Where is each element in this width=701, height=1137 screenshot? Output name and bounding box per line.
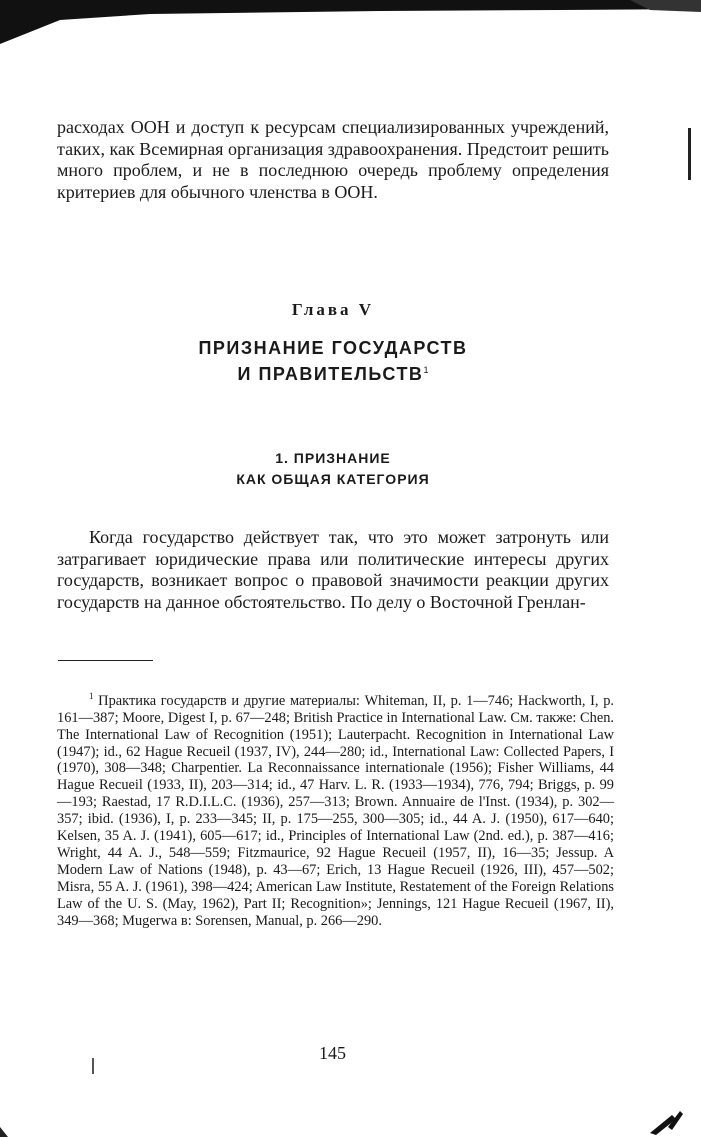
- chapter-number: Глава V: [291, 300, 375, 319]
- footnote: [57, 688, 614, 929]
- footnote-separator: [58, 660, 153, 661]
- intro-paragraph: [57, 117, 609, 203]
- chapter-title-line1: ПРИЗНАНИЕ ГОСУДАРСТВ: [198, 338, 468, 358]
- chapter-footnote-ref[interactable]: 1: [423, 365, 429, 375]
- page-number: 145: [319, 1043, 346, 1063]
- section-title: [57, 448, 609, 490]
- intro-text: расходах ООН и доступ к ресурсам специализированных учреждений, таких, как Всемирная организация здравоохранения. Предстоит решить много проблем, и не в последнюю очередь проблему определения критериев для обычного членства в ООН.: [57, 117, 609, 202]
- footnote-paragraph: [57, 688, 614, 929]
- chapter-title: [57, 337, 609, 385]
- section-title-line1: 1. ПРИЗНАНИЕ: [275, 450, 391, 466]
- scan-edge-top: [0, 0, 701, 46]
- scan-edge-bottom: [0, 1097, 701, 1137]
- body-paragraph: [57, 527, 609, 613]
- footnote-marker: 1: [89, 691, 94, 701]
- section-title-line2: КАК ОБЩАЯ КАТЕГОРИЯ: [236, 471, 430, 487]
- chapter-title-line2: И ПРАВИТЕЛЬСТВ: [237, 364, 424, 384]
- scan-mark-right: [688, 128, 691, 180]
- chapter-title-line2-wrap: [57, 359, 609, 385]
- body-text: Когда государство действует так, что это может затронуть или затрагивает юридические права или политические интересы других государств, возникает вопрос о правовой значимости реакции других государств на данное обстоятельство. По делу о Восточной Гренлан-: [57, 527, 609, 612]
- footnote-text: Практика государств и другие материалы: Whiteman, II, p. 1—746; Hackworth, I, p. 161—387; Moore, Digest I, p. 67—248; British Practice in International Law. См. также: Chen. The International Law of Recognition (1951); Lauterpacht. Recognition in International Law (1947); id., 62 Hague Recueil (1937, IV), 244—280; id., International Law: Collected Papers, I (1970), 308—348; Charpentier. La Reconnaissance internationale (1956); Fisher Williams, 44 Hague Recueil (1933, II), 203—314; id., 47 Harv. L. R. (1933—1934), 776, 794; Briggs, p. 99—193; Raestad, 17 R.D.I.L.C. (1936), 257—313; Brown. Annuaire de l'Inst. (1934), p. 302—357; ibid. (1936), I, p. 233—345; II, p. 175—255, 300—305; id., 44 A. J. (1950), 617—640; Kelsen, 35 A. J. (1941), 605—617; id., Principles of International Law (2nd. ed.), p. 387—416; Wright, 44 A. J., 548—559; Fitzmaurice, 92 Hague Recueil (1957, II), 16—35; Jessup. A Modern Law of Nations (1948), p. 43—67; Erich, 13 Hague Recueil (1926, III), 457—502; Misra, 55 A. J. (1961), 398—424; American Law Institute, Restatement of the Foreign Relations Law of the U. S. (May, 1962), Part II; Recognition»; Jennings, 121 Hague Recueil (1967, II), 349—368; Mugerwa в: Sorensen, Manual, p. 266—290.: [57, 692, 614, 929]
